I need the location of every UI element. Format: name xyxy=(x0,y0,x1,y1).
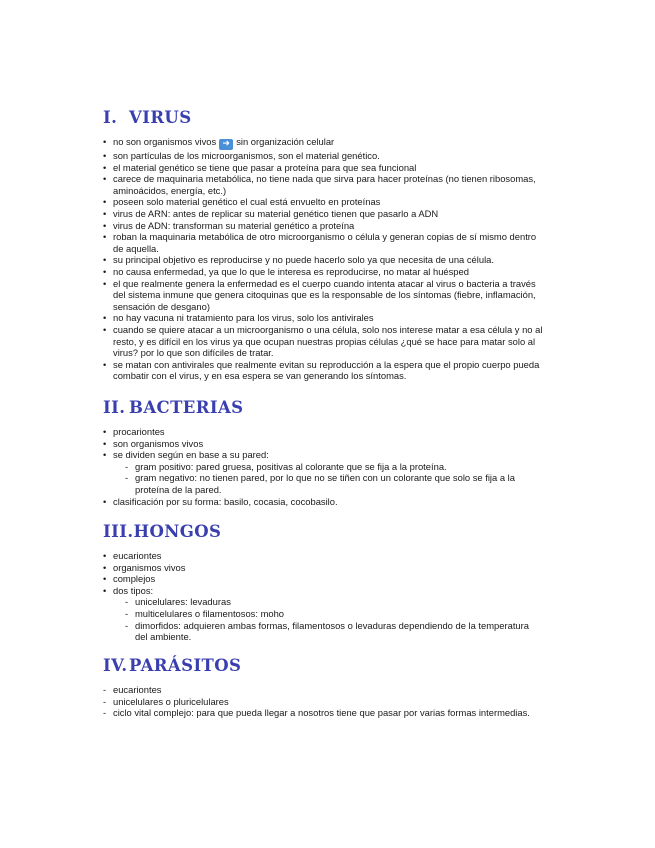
section-hongos xyxy=(103,522,543,643)
sub-list-item: - multicelulares o filamentosos: moho xyxy=(125,608,543,620)
list-item: • son partículas de los microorganismos, son el material genético. xyxy=(103,150,543,162)
list-item: • virus de ADN: transforman su material genético a proteína xyxy=(103,220,543,232)
list-item: • clasificación por su forma: basilo, cocasia, cocobasilo. xyxy=(103,496,543,508)
list-item: - ciclo vital complejo: para que pueda llegar a nosotros tiene que pasar por varias formas intermedias. xyxy=(103,707,543,719)
section-heading-hongos xyxy=(103,522,543,542)
heading-number: III. xyxy=(103,522,134,541)
parasitos-list xyxy=(103,684,543,719)
list-item: • dos tipos: - unicelulares: levaduras - multicelulares o filamentosos: moho - dimorfidos: adquieren ambas formas, filamentosos o levaduras dependiendo de la temperatura del ambiente. xyxy=(103,585,543,643)
sub-list-item: - unicelulares: levaduras xyxy=(125,596,543,608)
virus-list xyxy=(103,136,543,382)
list-item: • organismos vivos xyxy=(103,562,543,574)
list-item: • no causa enfermedad, ya que lo que le interesa es reproducirse, no matar al huésped xyxy=(103,266,543,278)
list-item: • el que realmente genera la enfermedad es el cuerpo cuando intenta atacar al virus o bacteria a través del sistema inmune que genera citoquinas que es la responsable de los síntomas (fiebre, inflamación, sensación de desgano) xyxy=(103,278,543,313)
list-item: • poseen solo material genético el cual está envuelto en proteínas xyxy=(103,196,543,208)
list-item: • roban la maquinaria metabólica de otro microorganismo o célula y generan copias de sí mismo dentro de aquella. xyxy=(103,231,543,254)
list-item: • se dividen según en base a su pared: - gram positivo: pared gruesa, positivas al colorante que se fija a la proteína. - gram negativo: no tienen pared, por lo que no se tiñen con un colorante que solo se fija a la proteína de la pared. xyxy=(103,449,543,495)
heading-number: I. xyxy=(103,108,118,127)
section-bacterias xyxy=(103,398,543,507)
list-item: • procariontes xyxy=(103,426,543,438)
list-item: • virus de ARN: antes de replicar su material genético tienen que pasarlo a ADN xyxy=(103,208,543,220)
section-heading-virus xyxy=(103,108,543,128)
list-item: • no son organismos vivos ➜ sin organización celular xyxy=(103,136,543,150)
heading-number: IV. xyxy=(103,656,128,675)
heading-title: VIRUS xyxy=(129,108,192,127)
sub-list-item: - gram negativo: no tienen pared, por lo que no se tiñen con un colorante que solo se fija a la proteína de la pared. xyxy=(125,472,543,495)
hongos-sublist xyxy=(113,596,543,642)
heading-title: BACTERIAS xyxy=(129,398,244,417)
list-item: - unicelulares o pluricelulares xyxy=(103,696,543,708)
section-heading-bacterias xyxy=(103,398,543,418)
heading-title: HONGOS xyxy=(133,522,222,541)
bacterias-list xyxy=(103,426,543,507)
right-arrow-icon: ➜ xyxy=(219,139,233,150)
sub-list-item: - gram positivo: pared gruesa, positivas al colorante que se fija a la proteína. xyxy=(125,461,543,473)
heading-number: II. xyxy=(103,398,126,417)
sub-list-item: - dimorfidos: adquieren ambas formas, filamentosos o levaduras dependiendo de la temperatura del ambiente. xyxy=(125,620,543,643)
list-item: • cuando se quiere atacar a un microorganismo o una célula, solo nos interese matar a esa célula y no al resto, y es difícil en los virus ya que ocupan nuestras propias células ¿qué se hace para matar solo al virus? por lo que son difíciles de tratar. xyxy=(103,324,543,359)
heading-title: PARÁSITOS xyxy=(129,656,242,675)
list-item: • se matan con antivirales que realmente evitan su reproducción a la espera que el propio cuerpo pueda combatir con el virus, y en esa espera se van generando los síntomas. xyxy=(103,359,543,382)
bacterias-sublist xyxy=(113,461,543,496)
section-parasitos xyxy=(103,656,543,719)
list-item: • el material genético se tiene que pasar a proteína para que sea funcional xyxy=(103,162,543,174)
list-item: • complejos xyxy=(103,573,543,585)
list-item: • su principal objetivo es reproducirse y no puede hacerlo solo ya que necesita de una célula. xyxy=(103,254,543,266)
section-heading-parasitos xyxy=(103,656,543,676)
hongos-list xyxy=(103,550,543,643)
list-item: • eucariontes xyxy=(103,550,543,562)
list-item: • son organismos vivos xyxy=(103,438,543,450)
section-virus xyxy=(103,108,543,382)
list-item: • carece de maquinaria metabólica, no tiene nada que sirva para hacer proteínas (no tienen ribosomas, aminoácidos, energía, etc.) xyxy=(103,173,543,196)
list-item: • no hay vacuna ni tratamiento para los virus, solo los antivirales xyxy=(103,312,543,324)
list-item: - eucariontes xyxy=(103,684,543,696)
